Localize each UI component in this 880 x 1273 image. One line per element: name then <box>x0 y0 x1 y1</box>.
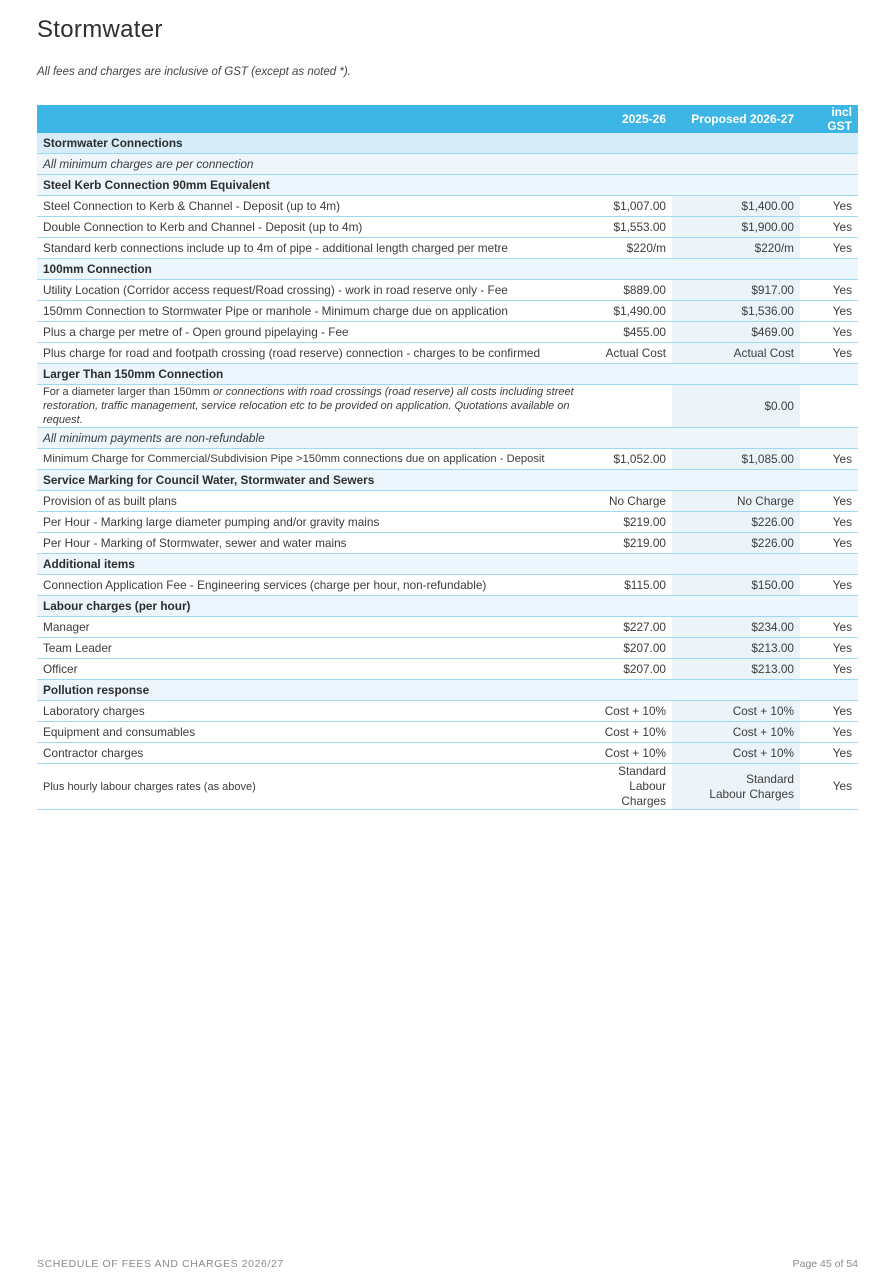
fee-proposed: $1,400.00 <box>672 196 800 217</box>
fee-incl-gst: Yes <box>800 322 858 343</box>
fee-description: Per Hour - Marking of Stormwater, sewer and water mains <box>37 533 586 554</box>
subsection-row <box>37 596 858 617</box>
section-row <box>37 133 858 154</box>
fee-description: Provision of as built plans <box>37 491 586 512</box>
table-row <box>37 196 858 217</box>
fee-description: Connection Application Fee - Engineering services (charge per hour, non-refundable) <box>37 575 586 596</box>
fee-proposed: No Charge <box>672 491 800 512</box>
fee-proposed-line: Standard <box>746 771 794 786</box>
fee-current: Cost + 10% <box>586 743 672 764</box>
table-row <box>37 301 858 322</box>
fee-current: $1,007.00 <box>586 196 672 217</box>
section-heading: Pollution response <box>37 680 858 701</box>
subsection-row <box>37 259 858 280</box>
fee-proposed: $220/m <box>672 238 800 259</box>
fee-incl-gst: Yes <box>800 196 858 217</box>
fee-incl-gst: Yes <box>800 638 858 659</box>
fee-current: $207.00 <box>586 659 672 680</box>
header-proposed-year: Proposed 2026-27 <box>672 105 800 133</box>
fee-current: $219.00 <box>586 512 672 533</box>
section-heading: Service Marking for Council Water, Stormwater and Sewers <box>37 470 858 491</box>
note-text: All minimum payments are non-refundable <box>37 428 858 449</box>
fee-current <box>586 764 672 810</box>
fee-current-line: Labour Charges <box>621 779 666 808</box>
fee-description: Equipment and consumables <box>37 722 586 743</box>
section-heading: Stormwater Connections <box>37 133 858 154</box>
fee-current: $1,052.00 <box>586 449 672 470</box>
header-current-year: 2025-26 <box>586 105 672 133</box>
footer-document-title: SCHEDULE OF FEES AND CHARGES 2026/27 <box>37 1258 284 1270</box>
section-heading: Steel Kerb Connection 90mm Equivalent <box>37 175 858 196</box>
fee-current: $455.00 <box>586 322 672 343</box>
subsection-row <box>37 680 858 701</box>
fee-incl-gst: Yes <box>800 280 858 301</box>
fee-description: Laboratory charges <box>37 701 586 722</box>
fee-current-line: Standard <box>618 764 666 778</box>
fee-proposed: $1,900.00 <box>672 217 800 238</box>
fees-table <box>37 105 858 810</box>
fee-proposed: $213.00 <box>672 659 800 680</box>
fee-incl-gst: Yes <box>800 491 858 512</box>
table-row <box>37 238 858 259</box>
fee-proposed: $234.00 <box>672 617 800 638</box>
fee-incl-gst: Yes <box>800 449 858 470</box>
fee-incl-gst <box>800 385 858 428</box>
fee-description: Team Leader <box>37 638 586 659</box>
table-row <box>37 659 858 680</box>
fee-current: $219.00 <box>586 533 672 554</box>
note-row <box>37 154 858 175</box>
fee-incl-gst: Yes <box>800 301 858 322</box>
fee-description: Plus charge for road and footpath crossing (road reserve) connection - charges to be confirmed <box>37 343 586 364</box>
fee-proposed: Cost + 10% <box>672 743 800 764</box>
subsection-row <box>37 470 858 491</box>
fee-incl-gst: Yes <box>800 659 858 680</box>
page-title: Stormwater <box>37 16 163 43</box>
fee-current: $220/m <box>586 238 672 259</box>
footer-page-number: Page 45 of 54 <box>792 1258 858 1270</box>
fee-current: No Charge <box>586 491 672 512</box>
fee-current: $207.00 <box>586 638 672 659</box>
subsection-row <box>37 364 858 385</box>
table-row <box>37 617 858 638</box>
section-heading: Additional items <box>37 554 858 575</box>
fee-proposed: Cost + 10% <box>672 722 800 743</box>
subsection-row <box>37 554 858 575</box>
table-row <box>37 533 858 554</box>
header-incl-gst: incl GST <box>800 105 858 133</box>
subsection-row <box>37 175 858 196</box>
table-row <box>37 322 858 343</box>
fee-current: Cost + 10% <box>586 701 672 722</box>
fee-description: 150mm Connection to Stormwater Pipe or manhole - Minimum charge due on application <box>37 301 586 322</box>
fee-description <box>37 385 586 428</box>
note-text: All minimum charges are per connection <box>37 154 858 175</box>
fee-current: Cost + 10% <box>586 722 672 743</box>
fee-description: Plus hourly labour charges rates (as above) <box>37 764 586 810</box>
header-description <box>37 105 586 133</box>
fee-incl-gst: Yes <box>800 217 858 238</box>
fee-current: $889.00 <box>586 280 672 301</box>
fee-incl-gst: Yes <box>800 743 858 764</box>
fee-description: Minimum Charge for Commercial/Subdivision Pipe >150mm connections due on application - Deposit <box>37 449 586 470</box>
fee-proposed: $0.00 <box>672 385 800 428</box>
table-row <box>37 638 858 659</box>
table-row <box>37 280 858 301</box>
table-row <box>37 575 858 596</box>
fee-incl-gst: Yes <box>800 512 858 533</box>
fee-incl-gst: Yes <box>800 617 858 638</box>
fee-proposed: $226.00 <box>672 533 800 554</box>
fee-incl-gst: Yes <box>800 764 858 810</box>
fee-incl-gst: Yes <box>800 533 858 554</box>
fee-description-plain: For a diameter larger than 150mm <box>43 386 213 398</box>
fee-incl-gst: Yes <box>800 701 858 722</box>
fee-description: Standard kerb connections include up to 4m of pipe - additional length charged per metre <box>37 238 586 259</box>
fee-description: Manager <box>37 617 586 638</box>
table-row <box>37 722 858 743</box>
table-row <box>37 449 858 470</box>
fee-incl-gst: Yes <box>800 238 858 259</box>
fee-current: $115.00 <box>586 575 672 596</box>
fee-proposed: $1,085.00 <box>672 449 800 470</box>
fee-incl-gst: Yes <box>800 722 858 743</box>
fee-description: Steel Connection to Kerb & Channel - Deposit (up to 4m) <box>37 196 586 217</box>
fee-description-italic: or connections with road crossings (road reserve) all costs including street restoration, traffic management, service relocation etc to be provided on application. Quotations available on request. <box>43 386 574 426</box>
note-row <box>37 428 858 449</box>
fee-incl-gst: Yes <box>800 343 858 364</box>
fee-description: Officer <box>37 659 586 680</box>
fee-proposed: $1,536.00 <box>672 301 800 322</box>
fee-current: $1,553.00 <box>586 217 672 238</box>
fee-description: Per Hour - Marking large diameter pumping and/or gravity mains <box>37 512 586 533</box>
table-row <box>37 385 858 428</box>
fee-description: Contractor charges <box>37 743 586 764</box>
fee-current <box>586 385 672 428</box>
fees-table-body <box>37 133 858 810</box>
fee-proposed: $213.00 <box>672 638 800 659</box>
table-row <box>37 491 858 512</box>
table-row <box>37 217 858 238</box>
table-header-row <box>37 105 858 133</box>
fee-proposed: $226.00 <box>672 512 800 533</box>
gst-note: All fees and charges are inclusive of GST (except as noted *). <box>37 66 351 78</box>
section-heading: Larger Than 150mm Connection <box>37 364 858 385</box>
fee-description: Double Connection to Kerb and Channel - Deposit (up to 4m) <box>37 217 586 238</box>
fee-proposed: $150.00 <box>672 575 800 596</box>
fee-proposed: $917.00 <box>672 280 800 301</box>
fee-incl-gst: Yes <box>800 575 858 596</box>
fee-proposed: $469.00 <box>672 322 800 343</box>
fee-proposed <box>672 764 800 810</box>
table-row <box>37 343 858 364</box>
fee-proposed: Cost + 10% <box>672 701 800 722</box>
fee-description: Plus a charge per metre of - Open ground pipelaying - Fee <box>37 322 586 343</box>
fee-description: Utility Location (Corridor access request/Road crossing) - work in road reserve only - Fee <box>37 280 586 301</box>
table-row <box>37 701 858 722</box>
fee-proposed: Actual Cost <box>672 343 800 364</box>
fee-proposed-line: Labour Charges <box>709 786 794 801</box>
fee-current: Actual Cost <box>586 343 672 364</box>
section-heading: 100mm Connection <box>37 259 858 280</box>
table-row <box>37 743 858 764</box>
fee-current: $1,490.00 <box>586 301 672 322</box>
table-row <box>37 764 858 810</box>
fee-current: $227.00 <box>586 617 672 638</box>
section-heading: Labour charges (per hour) <box>37 596 858 617</box>
table-row <box>37 512 858 533</box>
